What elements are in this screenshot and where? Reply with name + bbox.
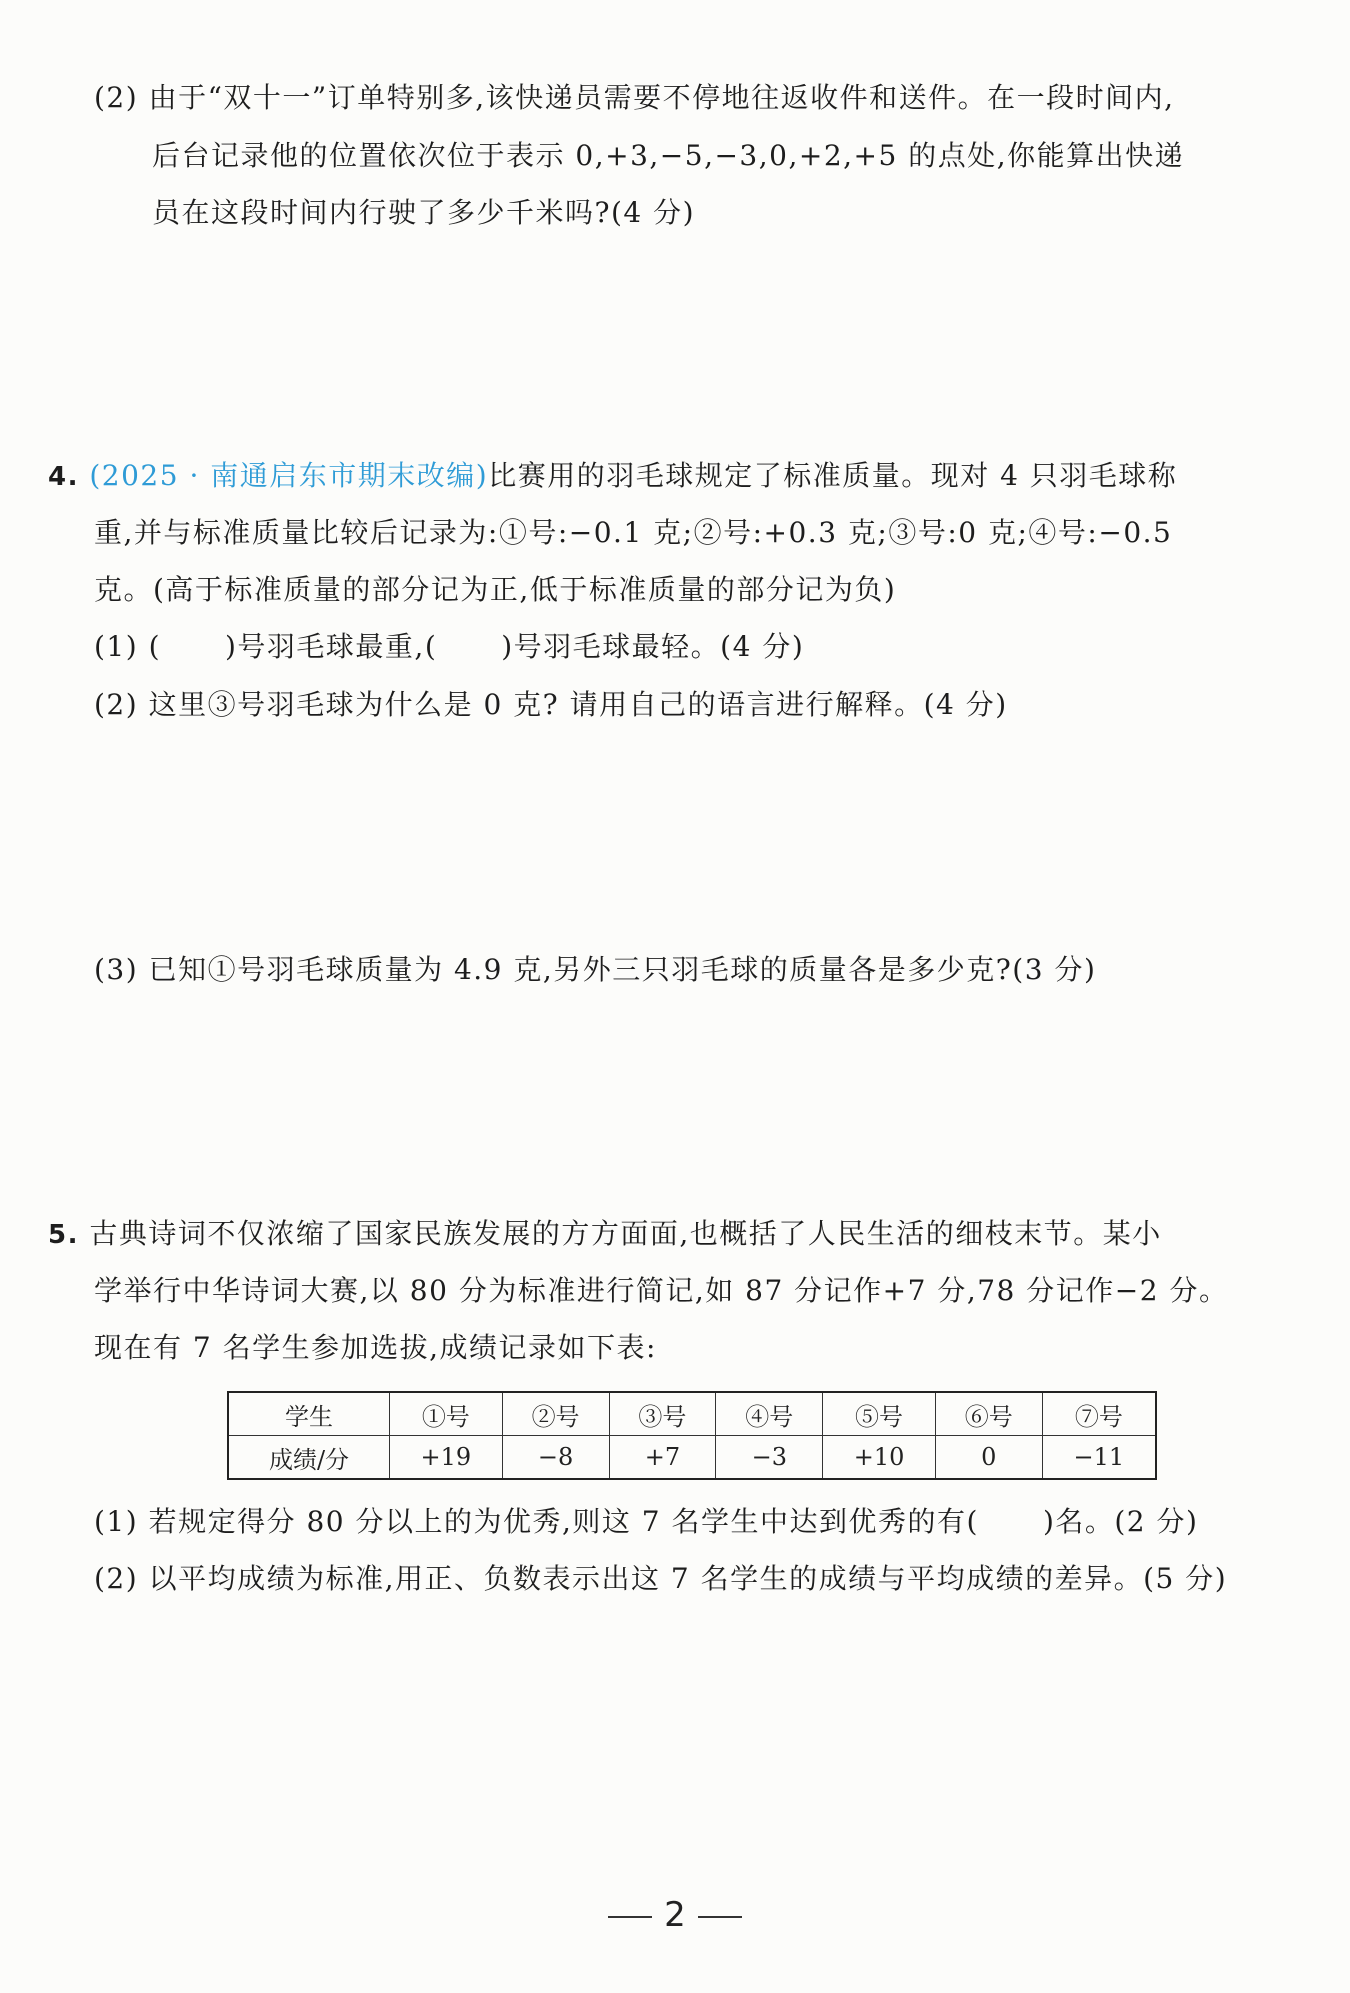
score-table: [227, 1391, 1157, 1480]
table-row-students: [228, 1392, 1156, 1436]
table-cell-score: 0: [935, 1436, 1042, 1480]
q4-part1-middle: )号羽毛球最重,(: [225, 630, 438, 663]
table-cell-score: +10: [823, 1436, 936, 1480]
table-cell-score: +7: [609, 1436, 716, 1480]
table-header-scores: 成绩/分: [228, 1436, 390, 1480]
table-cell-student: ③号: [609, 1392, 716, 1436]
page-number: 2: [664, 1895, 686, 1935]
table-cell-score: +19: [390, 1436, 503, 1480]
table-cell-score: −3: [716, 1436, 823, 1480]
table-cell-student: ⑥号: [935, 1392, 1042, 1436]
q4-part2: (2) 这里③号羽毛球为什么是 0 克? 请用自己的语言进行解释。(4 分): [94, 688, 1008, 721]
q3-part2-line1: (2) 由于“双十一”订单特别多,该快递员需要不停地往返收件和送件。在一段时间内,: [94, 81, 1175, 114]
q5-line1: [48, 1214, 1162, 1255]
q5-part2: (2) 以平均成绩为标准,用正、负数表示出这 7 名学生的成绩与平均成绩的差异。(5 分): [94, 1562, 1228, 1595]
q4-part3: (3) 已知①号羽毛球质量为 4.9 克,另外三只羽毛球的质量各是多少克?(3 分): [94, 953, 1097, 986]
q4-line3: 克。(高于标准质量的部分记为正,低于标准质量的部分记为负): [94, 573, 897, 606]
table-cell-score: −11: [1042, 1436, 1156, 1480]
table-cell-student: ④号: [716, 1392, 823, 1436]
table-cell-student: ⑤号: [823, 1392, 936, 1436]
q5-line1-text: 古典诗词不仅浓缩了国家民族发展的方方面面,也概括了人民生活的细枝末节。某小: [89, 1217, 1162, 1250]
table-cell-student: ②号: [502, 1392, 609, 1436]
footer-left-dash: [608, 1916, 652, 1918]
q4-line2: 重,并与标准质量比较后记录为:①号:−0.1 克;②号:+0.3 克;③号:0 克;④号:−0.5: [94, 516, 1173, 549]
q4-part1: [94, 627, 804, 667]
page-footer: [0, 1895, 1350, 1935]
table-cell-score: −8: [502, 1436, 609, 1480]
q4-line1-text: 比赛用的羽毛球规定了标准质量。现对 4 只羽毛球称: [488, 459, 1178, 492]
q5-line2: 学举行中华诗词大赛,以 80 分为标准进行简记,如 87 分记作+7 分,78 分记作−2 分。: [94, 1274, 1229, 1307]
q5-part1: [94, 1502, 1198, 1542]
table-cell-student: ⑦号: [1042, 1392, 1156, 1436]
q4-source: (2025 · 南通启东市期末改编): [89, 459, 489, 492]
table-cell-student: ①号: [390, 1392, 503, 1436]
q5-part1-prefix: (1) 若规定得分 80 分以上的为优秀,则这 7 名学生中达到优秀的有(: [94, 1505, 979, 1538]
q5-number: 5.: [48, 1220, 79, 1250]
q4-part1-prefix: (1) (: [94, 630, 161, 663]
footer-right-dash: [698, 1916, 742, 1918]
q4-number: 4.: [48, 462, 79, 492]
table-row-scores: [228, 1436, 1156, 1480]
q3-part2-line3: 员在这段时间内行驶了多少千米吗?(4 分): [152, 196, 696, 229]
table-header-students: 学生: [228, 1392, 390, 1436]
q4-part1-suffix: )号羽毛球最轻。(4 分): [501, 630, 805, 663]
q4-line1: [48, 456, 1177, 497]
q3-part2-line2: 后台记录他的位置依次位于表示 0,+3,−5,−3,0,+2,+5 的点处,你能算出快递: [152, 139, 1185, 172]
q5-line3: 现在有 7 名学生参加选拔,成绩记录如下表:: [94, 1331, 657, 1364]
q5-part1-suffix: )名。(2 分): [1042, 1505, 1199, 1538]
